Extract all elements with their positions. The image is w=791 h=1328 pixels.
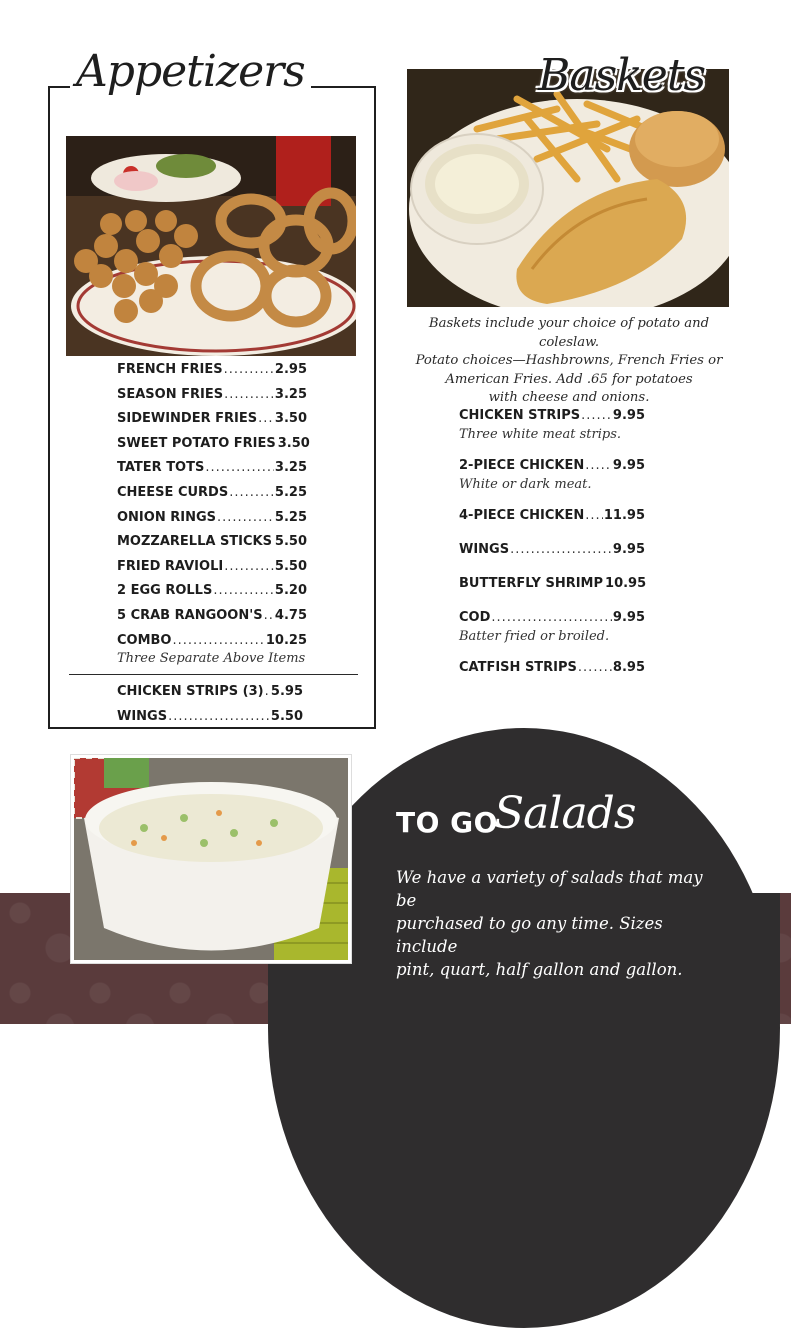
menu-item-row (459, 508, 645, 526)
menu-item-row (459, 408, 645, 426)
menu-item-name: CHICKEN STRIPS (459, 408, 581, 423)
menu-item-row (117, 362, 307, 387)
menu-item-name: COD (459, 610, 491, 625)
dot-leader (273, 534, 274, 549)
menu-item-row (117, 411, 307, 436)
menu-item-row (117, 684, 303, 709)
menu-item-row (117, 485, 307, 510)
menu-item-row (459, 660, 645, 678)
baskets-description-line: with cheese and onions. (488, 390, 650, 405)
baskets-description-line: Potato choices—Hashbrowns, French Fries or (415, 353, 723, 368)
menu-item-price: 5.25 (274, 509, 307, 525)
menu-item-price: 5.25 (274, 484, 307, 500)
baskets-description (404, 315, 734, 408)
dot-leader (510, 542, 612, 557)
baskets-photo (407, 69, 729, 307)
menu-item-name: ONION RINGS (117, 509, 216, 525)
baskets-title: Baskets (538, 50, 706, 101)
menu-item-name: COMBO (117, 632, 172, 648)
menu-item-price: 9.95 (612, 408, 645, 423)
menu-item-name: 4-PIECE CHICKEN (459, 508, 585, 523)
dot-leader (217, 510, 274, 525)
dot-leader (258, 411, 274, 426)
menu-item-name: WINGS (459, 542, 510, 557)
menu-item-row (459, 576, 645, 594)
menu-item-name: 5 CRAB RANGOON'S (117, 607, 263, 623)
dot-leader (264, 608, 274, 623)
salads-description-line: purchased to go any time. Sizes include (396, 914, 663, 956)
menu-item-name: SEASON FRIES (117, 386, 224, 402)
salads-description-line: We have a variety of salads that may be (396, 868, 703, 910)
dot-leader (213, 583, 274, 598)
menu-item-price: 9.95 (612, 542, 645, 557)
salads-description-line: pint, quart, half gallon and gallon. (396, 960, 683, 979)
menu-item-name: FRENCH FRIES (117, 362, 223, 377)
menu-item-price: 5.50 (270, 708, 303, 724)
menu-item-row (459, 542, 645, 560)
menu-item-price: 9.95 (612, 458, 645, 473)
menu-item-name: SWEET POTATO FRIES (117, 435, 276, 451)
baskets-description-line: American Fries. Add .65 for potatoes (445, 371, 693, 387)
salad-photo-illustration (74, 758, 348, 960)
menu-item-price: 2.95 (274, 362, 307, 377)
menu-item-name: CHEESE CURDS (117, 484, 229, 500)
menu-item-name: MOZZARELLA STICKS (117, 534, 272, 550)
menu-item-row (459, 610, 645, 628)
menu-item-price: 5.50 (274, 558, 307, 574)
salads-description (396, 866, 726, 981)
menu-item-row (117, 709, 303, 734)
baskets-photo-illustration (407, 69, 729, 307)
baskets-list (459, 408, 645, 694)
menu-item-note: Batter fried or broiled. (459, 629, 610, 644)
basket-item (459, 408, 645, 458)
dot-leader (224, 559, 274, 574)
menu-item-row (117, 608, 307, 633)
dot-leader (229, 485, 274, 500)
menu-item-name: TATER TOTS (117, 460, 205, 476)
appetizers-list (117, 362, 310, 667)
menu-item-row (117, 435, 310, 461)
dot-leader (265, 684, 270, 699)
appetizers-photo-illustration (66, 136, 356, 356)
basket-item (459, 458, 645, 508)
dot-leader (585, 458, 612, 473)
menu-item-price: 11.95 (603, 508, 645, 523)
menu-item-name: FRIED RAVIOLI (117, 558, 224, 574)
menu-item-price: 3.25 (274, 460, 307, 476)
menu-item-price: 5.50 (274, 534, 307, 550)
basket-item (459, 542, 645, 576)
menu-item-price: 9.95 (612, 610, 645, 625)
dot-leader (581, 408, 612, 423)
dot-leader (205, 460, 274, 475)
menu-item-name: SIDEWINDER FRIES (117, 411, 258, 427)
menu-item-name: 2 EGG ROLLS (117, 583, 213, 599)
appetizers-photo (66, 136, 356, 356)
salads-prefix: TO GO (396, 806, 498, 839)
menu-item-row (459, 458, 645, 476)
appetizers-divider (69, 674, 358, 675)
baskets-description-line: Baskets include your choice of potato and coleslaw. (428, 316, 710, 350)
menu-item-name: CATFISH STRIPS (459, 660, 577, 675)
basket-item (459, 508, 645, 542)
menu-item-row (117, 534, 307, 559)
dot-leader (578, 660, 612, 675)
appetizers-extra-list (117, 684, 303, 733)
menu-item-price: 3.50 (274, 411, 307, 427)
salads-title: Salads (494, 788, 636, 839)
dot-leader (168, 709, 270, 724)
menu-item-price: 4.75 (274, 607, 307, 623)
basket-item (459, 610, 645, 660)
dot-leader (224, 362, 274, 377)
menu-item-name: BUTTERFLY SHRIMP (459, 576, 604, 591)
salad-photo (71, 755, 351, 963)
menu-item-name: 2-PIECE CHICKEN (459, 458, 585, 473)
menu-item-row (117, 559, 307, 584)
dot-leader (224, 387, 274, 402)
menu-item-note: Three white meat strips. (459, 427, 622, 442)
menu-item-price: 3.25 (274, 386, 307, 402)
menu-item-price: 5.95 (270, 684, 303, 699)
menu-item-row (117, 510, 307, 535)
menu-item-note: Three Separate Above Items (117, 651, 306, 667)
dot-leader (491, 610, 612, 625)
menu-item-name: CHICKEN STRIPS (3) (117, 684, 264, 699)
menu-item-note: White or dark meat. (459, 477, 592, 492)
dot-leader (173, 633, 265, 648)
menu-item-price: 5.20 (274, 583, 307, 599)
menu-item-price: 8.95 (612, 660, 645, 675)
menu-item-row (117, 460, 307, 485)
menu-item-price: 10.25 (265, 632, 307, 648)
menu-item-price: 3.50 (277, 435, 310, 451)
menu-item-price: 10.95 (605, 576, 647, 591)
basket-item (459, 660, 645, 694)
appetizers-title: Appetizers (70, 46, 311, 97)
dot-leader (585, 508, 603, 523)
menu-item-row (117, 583, 307, 608)
menu-item-name: WINGS (117, 708, 168, 724)
basket-item (459, 576, 645, 610)
menu-item-row (117, 387, 307, 412)
